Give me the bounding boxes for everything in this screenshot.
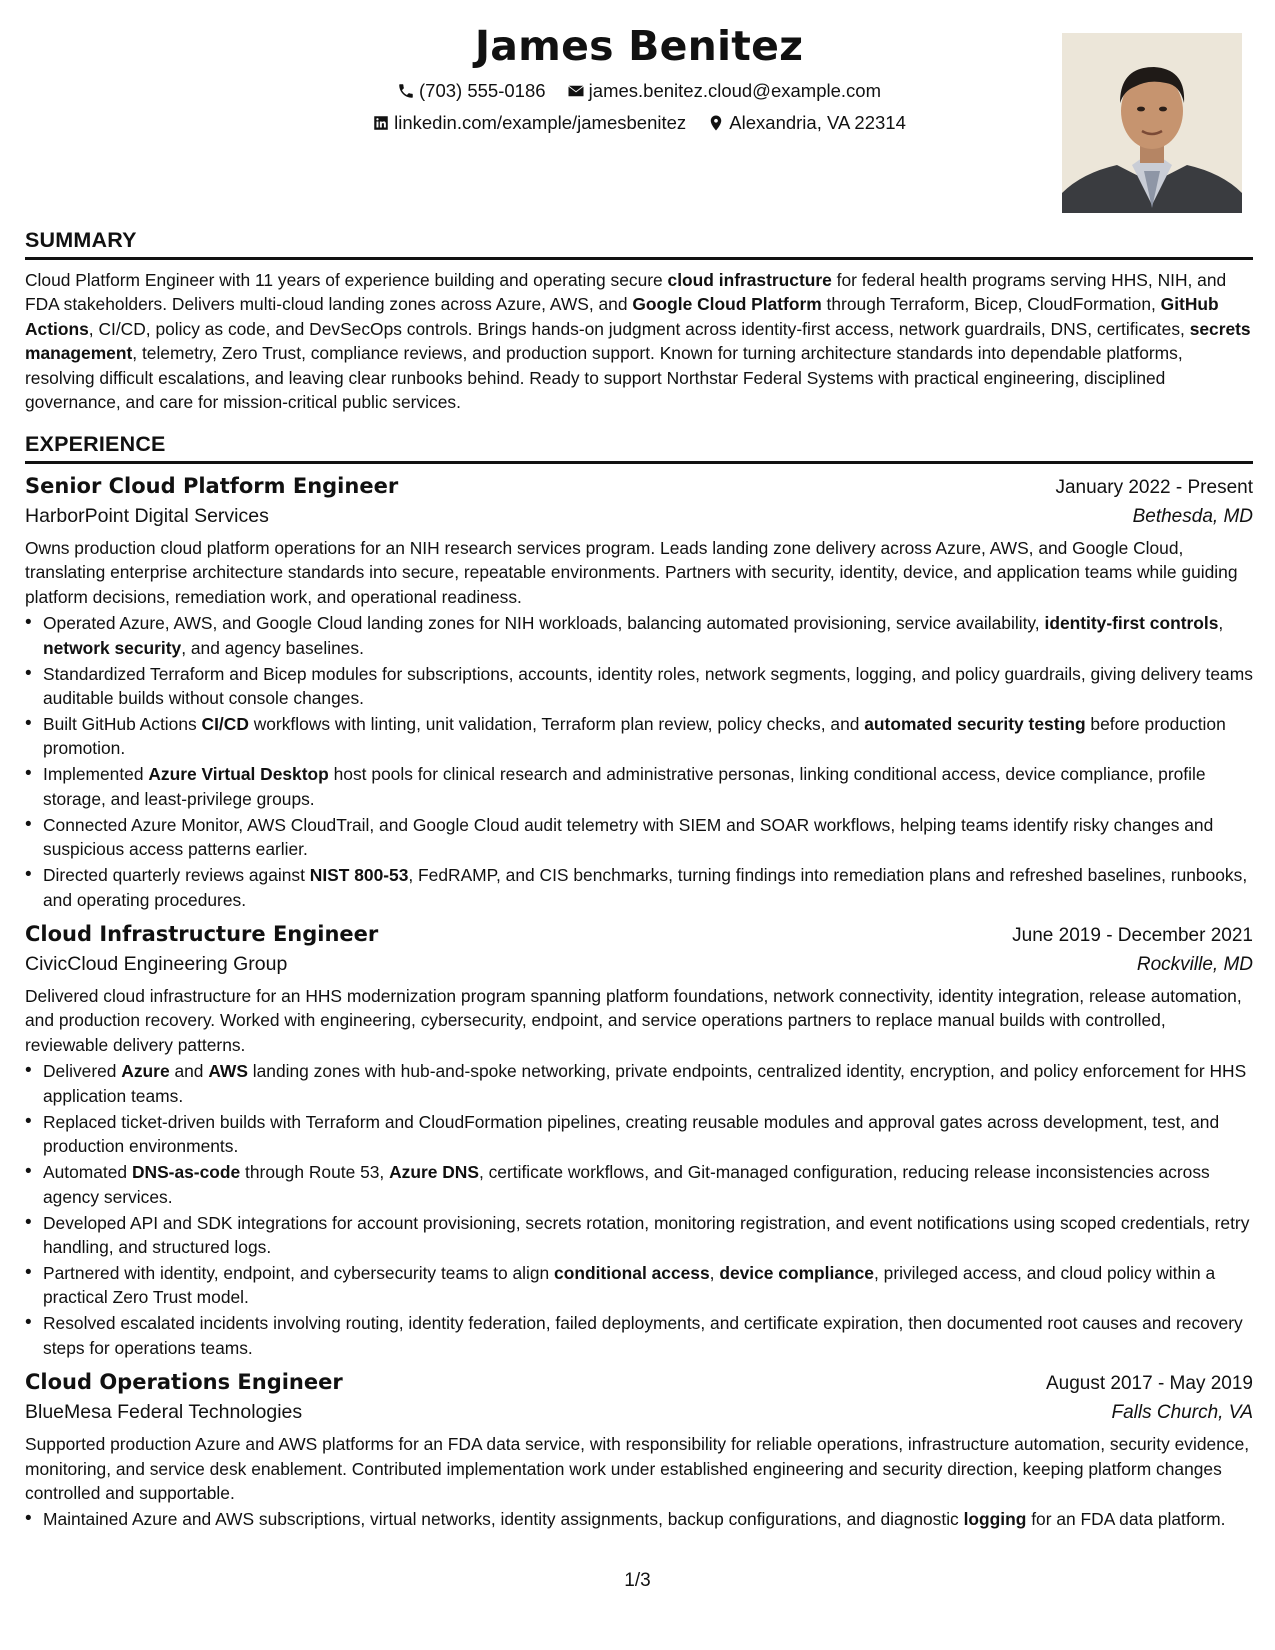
job-header <box>25 922 1253 947</box>
phone-contact <box>397 80 546 102</box>
experience-list <box>25 474 1253 1532</box>
linkedin-contact[interactable] <box>372 112 686 134</box>
location-contact <box>707 112 906 134</box>
job-dates: January 2022 - Present <box>1055 477 1253 498</box>
job-dates: June 2019 - December 2021 <box>1012 925 1253 947</box>
bold-keyword: device compliance <box>719 1262 874 1283</box>
bold-keyword: CI/CD <box>201 714 249 735</box>
job-header <box>25 1370 1253 1395</box>
job-subheader <box>25 953 1253 976</box>
job-subheader <box>25 1401 1253 1424</box>
phone-icon <box>397 82 415 100</box>
job-company: HarborPoint Digital Services <box>25 505 269 527</box>
job-description: Owns production cloud platform operations for an NIH research services program. Leads landing zone delivery across Azure, AWS, and Google Cloud, translating enterprise architecture standards into secure, repeatable environments. Partners with security, identity, device, and application teams while guiding platform decisions, remediation work, and operational readiness. <box>25 538 1238 607</box>
job-bullet: • Connected Azure Monitor, AWS CloudTrail, and Google Cloud audit telemetry with SIEM and SOAR workflows, helping teams identify risky changes and suspicious access patterns earlier. <box>43 813 1253 862</box>
job-entry <box>25 922 1253 1360</box>
job-bullets <box>25 1059 1253 1360</box>
job-bullet: • Standardized Terraform and Bicep modules for subscriptions, accounts, identity roles, network segments, logging, and policy guardrails, giving delivery teams auditable builds without console changes. <box>43 662 1253 711</box>
job-entry <box>25 474 1253 912</box>
job-bullet: • Automated DNS-as-code through Route 53, Azure DNS, certificate workflows, and Git-managed configuration, reducing release inconsistencies across agency services. <box>43 1160 1253 1209</box>
map-pin-icon <box>707 114 725 132</box>
job-bullets <box>25 1507 1253 1531</box>
bold-keyword: NIST 800-53 <box>309 865 409 886</box>
phone-text: (703) 555-0186 <box>419 80 546 101</box>
bold-keyword: Azure Virtual Desktop <box>148 764 329 785</box>
bold-keyword: cloud infrastructure <box>667 270 832 290</box>
job-location: Rockville, MD <box>1136 954 1253 976</box>
job-header <box>25 474 1253 499</box>
email-text[interactable]: james.benitez.cloud@example.com <box>588 80 881 101</box>
bold-keyword: conditional access <box>554 1262 710 1283</box>
job-location: Bethesda, MD <box>1132 506 1253 527</box>
job-bullet: • Developed API and SDK integrations for account provisioning, secrets rotation, monitoring registration, and event notifications using scoped credentials, retry handling, and structured logs. <box>43 1211 1253 1260</box>
page-number: 1/3 <box>624 1570 651 1591</box>
job-bullet: • Partnered with identity, endpoint, and cybersecurity teams to align conditional access, device compliance, privileged access, and cloud policy within a practical Zero Trust model. <box>43 1261 1253 1310</box>
bold-keyword: Google Cloud Platform <box>632 294 822 315</box>
candidate-name: James Benitez <box>474 22 804 70</box>
bold-keyword: identity-first controls <box>1044 613 1219 634</box>
resume-page <box>25 0 1253 1650</box>
job-bullet: • Maintained Azure and AWS subscriptions, virtual networks, identity assignments, backup configurations, and diagnostic logging for an FDA data platform. <box>43 1507 1253 1531</box>
job-title: Cloud Operations Engineer <box>25 1370 343 1395</box>
bold-keyword: Azure DNS <box>389 1162 479 1183</box>
job-description: Delivered cloud infrastructure for an HHS modernization program spanning platform foundations, network connectivity, identity integration, release automation, and production recovery. Worked with engineering, cybersecurity, endpoint, and service operations partners to replace manual builds with controlled, reviewable delivery patterns. <box>25 986 1242 1055</box>
job-bullet: • Built GitHub Actions CI/CD workflows with linting, unit validation, Terraform plan review, policy checks, and automated security testing before production promotion. <box>43 712 1253 761</box>
summary-text: Cloud Platform Engineer with 11 years of experience building and operating secure cloud infrastructure for federal health programs serving HHS, NIH, and FDA stakeholders. Delivers multi-cloud landing zones across Azure, AWS, and Google Cloud Platform through Terraform, Bicep, CloudFormation, GitHub Actions, CI/CD, policy as code, and DevSecOps controls. Brings hands-on judgment across identity-first access, network guardrails, DNS, certificates, secrets management, telemetry, Zero Trust, compliance reviews, and production support. Known for turning architecture standards into dependable platforms, resolving difficult escalations, and leaving clear runbooks behind. Ready to support Northstar Federal Systems with practical engineering, disciplined governance, and care for mission-critical public services. <box>25 270 1251 413</box>
job-bullet: • Operated Azure, AWS, and Google Cloud landing zones for NIH workloads, balancing automated provisioning, service availability, identity-first controls, network security, and agency baselines. <box>43 611 1253 660</box>
summary-section <box>25 228 1253 414</box>
experience-heading: EXPERIENCE <box>25 432 1253 464</box>
bold-keyword: secrets management <box>25 318 1251 364</box>
summary-heading: SUMMARY <box>25 228 1253 260</box>
bold-keyword: Azure <box>121 1061 170 1082</box>
job-bullets <box>25 611 1253 912</box>
job-entry <box>25 1370 1253 1532</box>
job-company: CivicCloud Engineering Group <box>25 953 288 976</box>
job-dates: August 2017 - May 2019 <box>1045 1373 1253 1395</box>
experience-section <box>25 432 1253 1533</box>
job-subheader <box>25 505 1253 528</box>
job-description: Supported production Azure and AWS platforms for an FDA data service, with responsibility for reliable operations, infrastructure automation, security evidence, monitoring, and service desk enablement. Contributed implementation work under established engineering and security direction, keeping platform changes controlled and supportable. <box>25 1434 1250 1503</box>
bold-keyword: AWS <box>208 1061 248 1082</box>
bold-keyword: GitHub Actions <box>25 294 1219 339</box>
bold-keyword: network security <box>43 637 182 658</box>
job-bullet: • Implemented Azure Virtual Desktop host pools for clinical research and administrative personas, linking conditional access, device compliance, profile storage, and least-privilege groups. <box>43 762 1253 811</box>
job-bullet: • Resolved escalated incidents involving routing, identity federation, failed deployments, and certificate expiration, then documented root causes and recovery steps for operations teams. <box>43 1311 1253 1360</box>
envelope-icon <box>567 82 585 100</box>
job-title: Cloud Infrastructure Engineer <box>25 922 379 947</box>
profile-photo <box>1062 33 1242 213</box>
job-bullet: • Replaced ticket-driven builds with Terraform and CloudFormation pipelines, creating reusable modules and approval gates across development, test, and production environments. <box>43 1110 1253 1159</box>
job-bullet: • Delivered Azure and AWS landing zones with hub-and-spoke networking, private endpoints, centralized identity, encryption, and policy enforcement for HHS application teams. <box>43 1059 1253 1108</box>
email-contact[interactable] <box>567 80 881 102</box>
linkedin-icon <box>372 114 390 132</box>
location-text: Alexandria, VA 22314 <box>729 112 906 133</box>
job-title: Senior Cloud Platform Engineer <box>25 474 399 498</box>
job-location: Falls Church, VA <box>1111 1402 1253 1424</box>
resume-header <box>25 0 1253 228</box>
bold-keyword: logging <box>963 1509 1027 1530</box>
job-bullet: • Directed quarterly reviews against NIST 800-53, FedRAMP, and CIS benchmarks, turning findings into remediation plans and refreshed baselines, runbooks, and operating procedures. <box>43 863 1253 912</box>
bold-keyword: automated security testing <box>864 714 1086 735</box>
linkedin-text[interactable]: linkedin.com/example/jamesbenitez <box>394 112 687 133</box>
bold-keyword: DNS-as-code <box>131 1162 241 1183</box>
job-company: BlueMesa Federal Technologies <box>25 1401 303 1424</box>
